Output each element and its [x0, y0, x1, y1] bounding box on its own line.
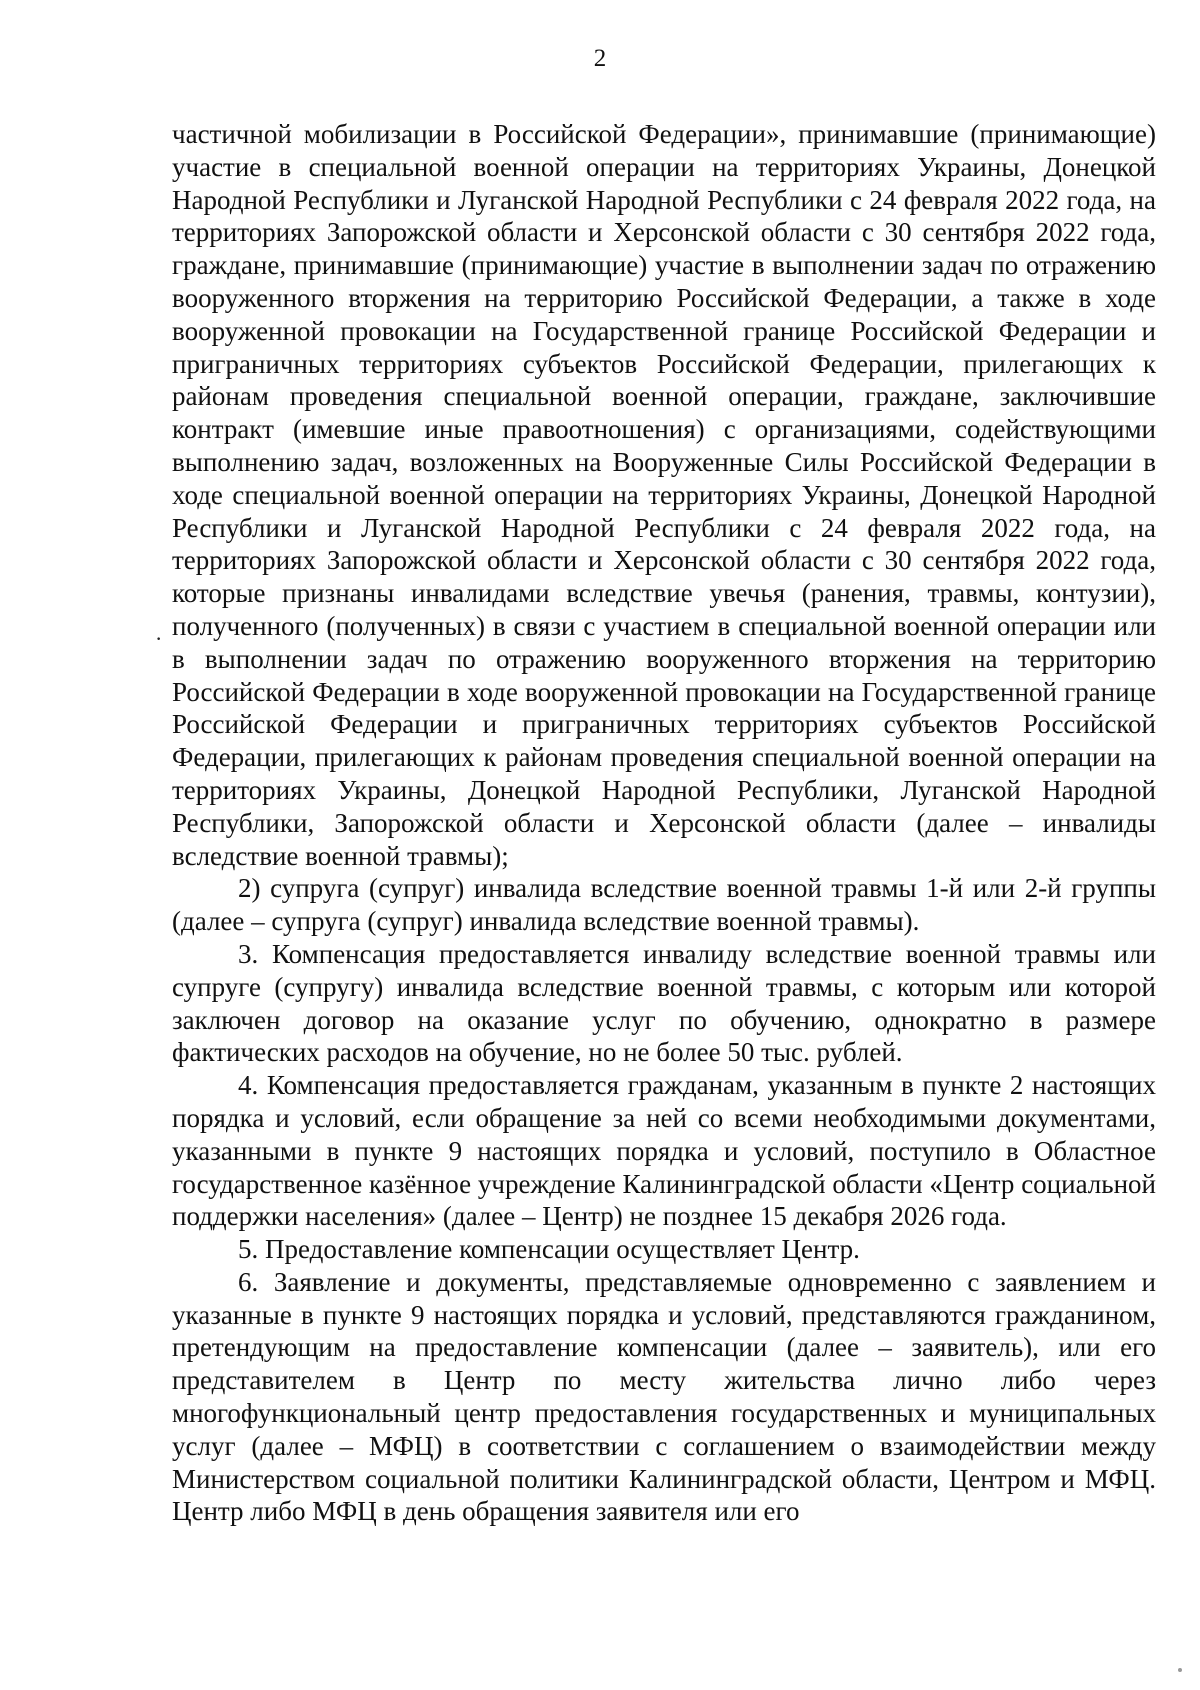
margin-mark: · [155, 626, 163, 651]
paragraph-clause-5: 5. Предоставление компенсации осуществляет Центр. [238, 1234, 860, 1265]
paragraph-clause-4: 4. Компенсация предоставляется гражданам, указанным в пункте 2 настоящих порядка и условий, если обращение за ней со всеми необходимыми документами, указанными в пункте 9 настоящих порядка и условий, поступило в Областное государственное казённое учреждение Калининградской области «Центр социальной поддержки населения» (далее – Центр) не позднее 15 декабря 2026 года. [172, 1070, 1156, 1232]
paragraph-clause-3: 3. Компенсация предоставляется инвалиду вследствие военной травмы или супруге (супругу) инвалида вследствие военной травмы, с которым или которой заключен договор на оказание услуг по обучению, однократно в размере фактических расходов на обучение, но не более 50 тыс. рублей. [172, 938, 1156, 1068]
page-number: 2 [593, 45, 607, 72]
paragraph-continuation: частичной мобилизации в Российской Федерации», принимавшие (принимающие) участие в специальной военной операции на территориях Украины, Донецкой Народной Республики и Луганской Народной Республики с 24 февраля 2022 года, на территориях Запорожской области и Херсонской области с 30 сентября 2022 года, граждане, принимавшие (принимающие) участие в выполнении задач по отражению вооруженного вторжения на территорию Российской Федерации, а также в ходе вооруженной провокации на Государственной границе Российской Федерации и приграничных территориях субъектов Российской Федерации, прилегающих к районам проведения специальной военной операции, граждане, заключившие контракт (имевшие иные правоотношения) с организациями, содействующими выполнению задач, возложенных на Вооруженные Силы Российской Федерации в ходе специальной военной операции на территориях Украины, Донецкой Народной Республики и Луганской Народной Республики с 24 февраля 2022 года, на территориях Запорожской области и Херсонской области с 30 сентября 2022 года, которые признаны инвалидами вследствие увечья (ранения, травмы, контузии), полученного (полученных) в связи с участием в специальной военной операции или в выполнении задач по отражению вооруженного вторжения на территорию Российской Федерации в ходе вооруженной провокации на Государственной границе Российской Федерации и приграничных территориях субъектов Российской Федерации, прилегающих к районам проведения специальной военной операции на территориях Украины, Донецкой Народной Республики, Луганской Народной Республики, Запорожской области и Херсонской области (далее – инвалиды вследствие военной травмы); [172, 119, 1156, 871]
scan-artifact [1178, 1668, 1182, 1672]
paragraph-item-2: 2) супруга (супруг) инвалида вследствие военной травмы 1-й или 2-й группы (далее – супруга (супруг) инвалида вследствие военной травмы). [172, 873, 1156, 937]
paragraph-clause-6: 6. Заявление и документы, представляемые одновременно с заявлением и указанные в пункте 9 настоящих порядка и условий, представляются гражданином, претендующим на предоставление компенсации (далее – заявитель), или его представителем в Центр по месту жительства лично либо через многофункциональный центр предоставления государственных и муниципальных услуг (далее – МФЦ) в соответствии с соглашением о взаимодействии между Министерством социальной политики Калининградской области, Центром и МФЦ. Центр либо МФЦ в день обращения заявителя или его [172, 1266, 1156, 1527]
document-body [172, 118, 1156, 1528]
